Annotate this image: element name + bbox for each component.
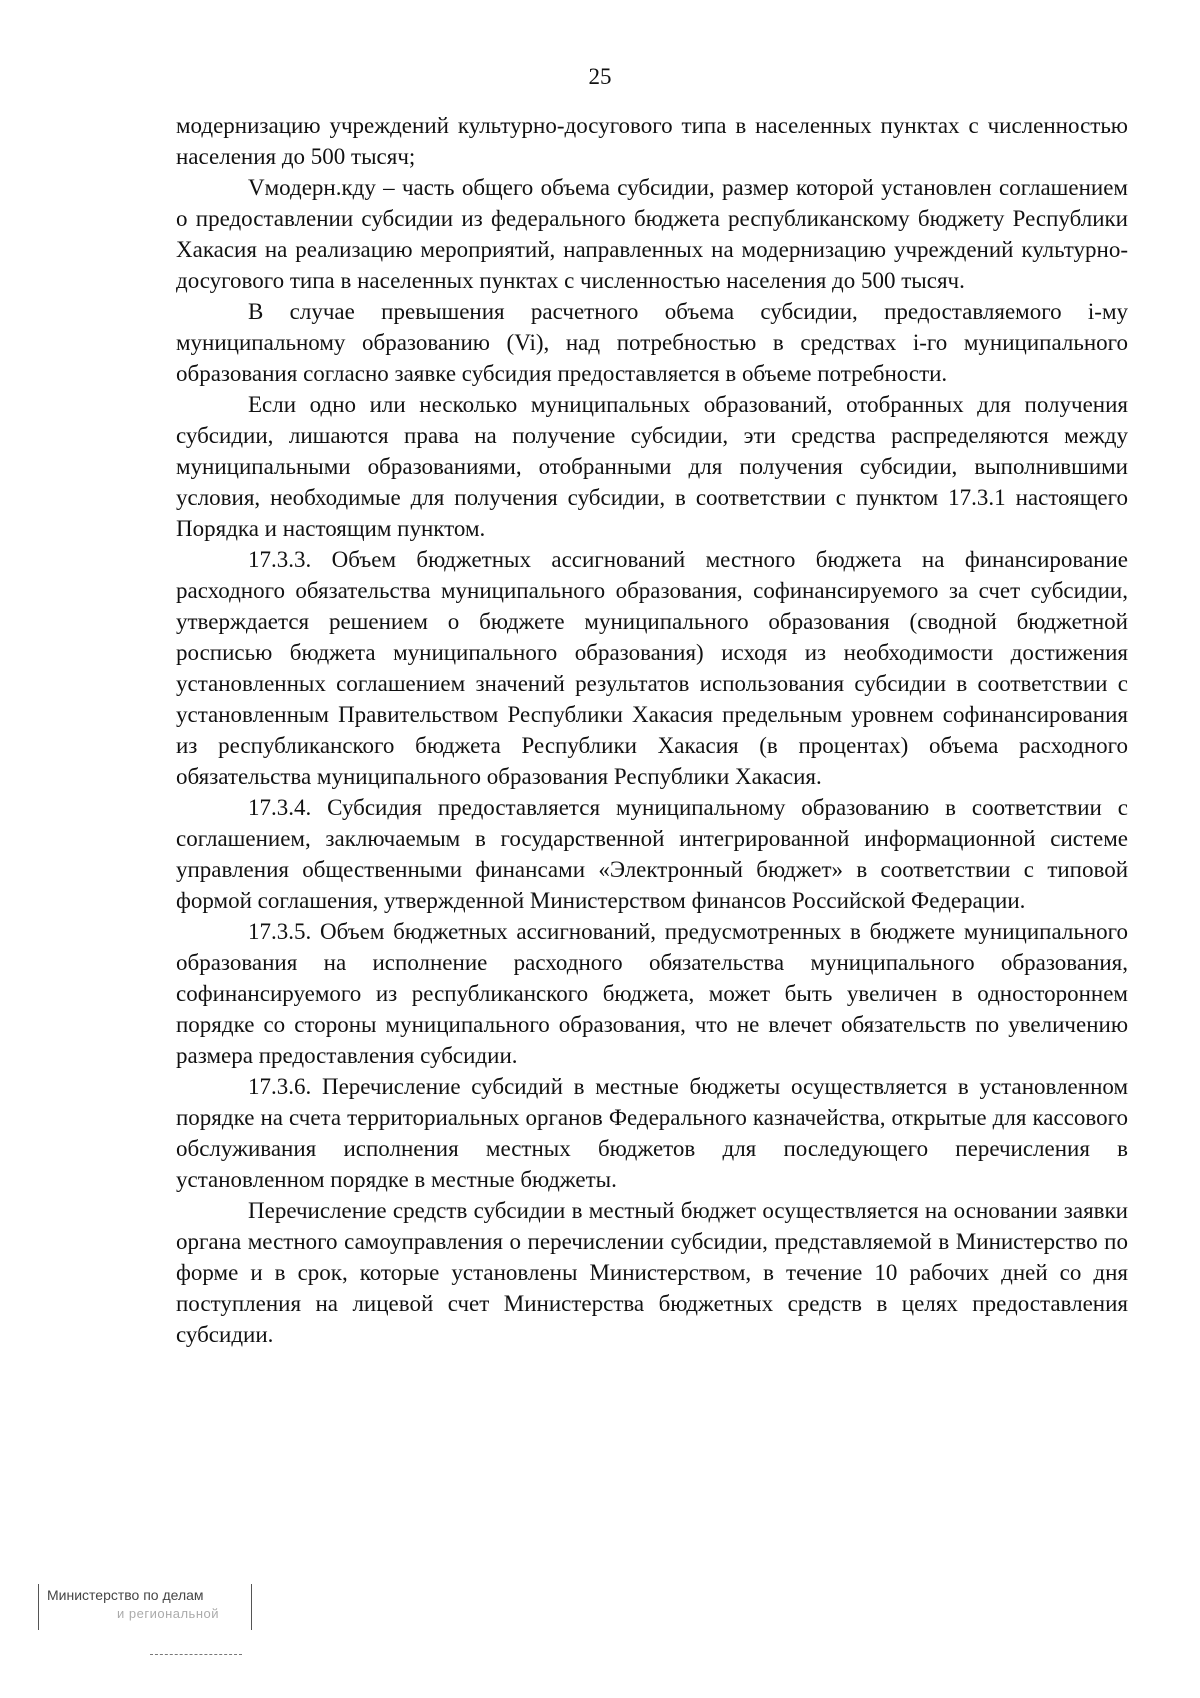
paragraph: 17.3.5. Объем бюджетных ассигнований, предусмотренных в бюджете муниципального образования на исполнение расходного обязательства муниципального образования, софинансируемого из республиканского бюджета, может быть увеличен в одностороннем порядке со стороны муниципального образования, что не влечет обязательств по увеличению размера предоставления субсидии. (176, 919, 1128, 1068)
paragraph: Перечисление средств субсидии в местный бюджет осуществляется на основании заявки органа местного самоуправления о перечислении субсидии, представляемой в Министерство по форме и в срок, которые установлены Министерством, в течение 10 рабочих дней со дня поступления на лицевой счет Министерства бюджетных средств в целях предоставления субсидии. (176, 1198, 1128, 1347)
stamp-text-line: Министерство по делам (47, 1587, 204, 1603)
ministry-stamp (38, 1584, 252, 1630)
page-number: 25 (588, 64, 612, 89)
paragraph: 17.3.4. Субсидия предоставляется муниципальному образованию в соответствии с соглашением, заключаемым в государственной интегрированной информационной системе управления общественными финансами «Электронный бюджет» в соответствии с типовой формой соглашения, утвержденной Министерством финансов Российской Федерации. (176, 795, 1128, 913)
paragraph: Если одно или несколько муниципальных образований, отобранных для получения субсидии, лишаются права на получение субсидии, эти средства распределяются между муниципальными образованиями, отобранными для получения субсидии, выполнившими условия, необходимые для получения субсидии, в соответствии с пунктом 17.3.1 настоящего Порядка и настоящим пунктом. (176, 392, 1128, 541)
stamp-underline (150, 1654, 242, 1655)
paragraph: Vмодерн.кду – часть общего объема субсидии, размер которой установлен соглашением о предоставлении субсидии из федерального бюджета республиканскому бюджету Республики Хакасия на реализацию мероприятий, направленных на модернизацию учреждений культурно-досугового типа в населенных пунктах с численностью населения до 500 тысяч. (176, 175, 1128, 293)
stamp-text-line-faded: и региональной (117, 1606, 220, 1621)
paragraph: В случае превышения расчетного объема субсидии, предоставляемого i-му муниципальному образованию (Vi), над потребностью в средствах i-го муниципального образования согласно заявке субсидия предоставляется в объеме потребности. (176, 299, 1128, 386)
paragraph: 17.3.6. Перечисление субсидий в местные бюджеты осуществляется в установленном порядке на счета территориальных органов Федерального казначейства, открытые для кассового обслуживания исполнения местных бюджетов для последующего перечисления в установленном порядке в местные бюджеты. (176, 1074, 1128, 1192)
paragraph: модернизацию учреждений культурно-досугового типа в населенных пунктах с численностью населения до 500 тысяч; (176, 113, 1128, 169)
document-body (176, 110, 1128, 1350)
paragraph: 17.3.3. Объем бюджетных ассигнований местного бюджета на финансирование расходного обязательства муниципального образования, софинансируемого за счет субсидии, утверждается решением о бюджете муниципального образования (сводной бюджетной росписью бюджета муниципального образования) исходя из необходимости достижения установленных соглашением значений результатов использования субсидии в соответствии с установленным Правительством Республики Хакасия предельным уровнем софинансирования из республиканского бюджета Республики Хакасия (в процентах) объема расходного обязательства муниципального образования Республики Хакасия. (176, 547, 1128, 789)
